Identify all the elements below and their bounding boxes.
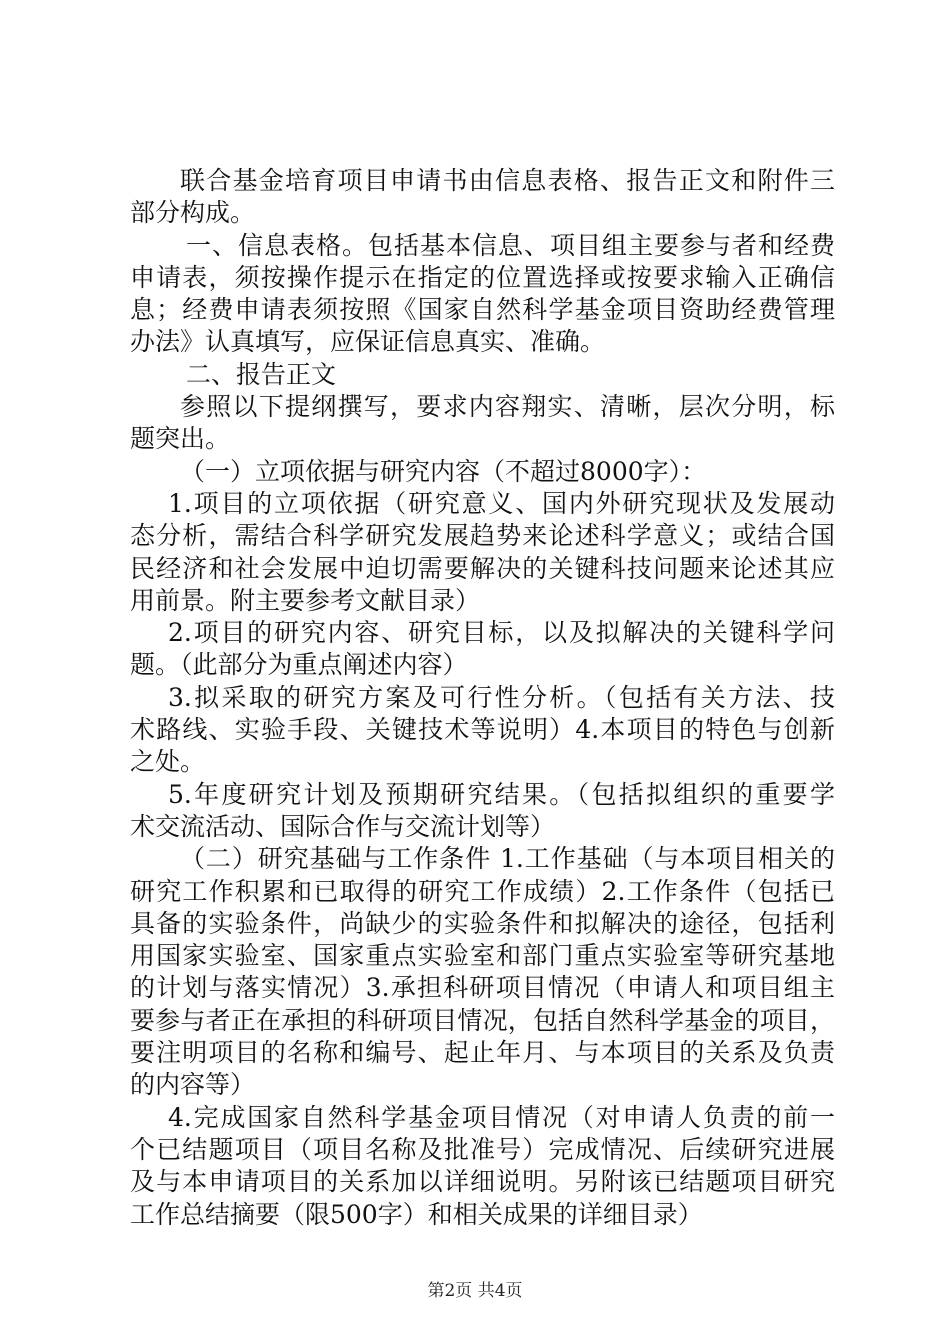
text-line: 息；经费申请表须按照《国家自然科学基金项目资助经费管理 xyxy=(130,295,835,325)
text-line: 民经济和社会发展中迫切需要解决的关键科技问题来论述其应 xyxy=(130,553,835,583)
text-line: 办法》认真填写，应保证信息真实、准确。 xyxy=(130,327,606,357)
text-line: 1.项目的立项依据（研究意义、国内外研究现状及发展动 xyxy=(168,488,835,518)
document-body xyxy=(130,165,835,1231)
text-line: 2.项目的研究内容、研究目标，以及拟解决的关键科学问 xyxy=(168,618,835,648)
text-line: 5.年度研究计划及预期研究结果。（包括拟组织的重要学 xyxy=(168,779,835,809)
text-line: 用前景。附主要参考文献目录） xyxy=(130,585,481,615)
text-line: （一）立项依据与研究内容（不超过8000字）： xyxy=(180,456,707,486)
text-line: 的计划与落实情况）3.承担科研项目情况（申请人和项目组主 xyxy=(130,973,835,1003)
text-line: 术路线、实验手段、关键技术等说明）4.本项目的特色与创新 xyxy=(130,715,835,745)
text-line: 要参与者正在承担的科研项目情况，包括自然科学基金的项目， xyxy=(130,1005,835,1035)
text-line: 用国家实验室、国家重点实验室和部门重点实验室等研究基地 xyxy=(130,941,835,971)
text-line: 研究工作积累和已取得的研究工作成绩）2.工作条件（包括已 xyxy=(130,876,835,906)
text-line: 4.完成国家自然科学基金项目情况（对申请人负责的前一 xyxy=(168,1102,835,1132)
text-line: 3.拟采取的研究方案及可行性分析。（包括有关方法、技 xyxy=(168,682,835,712)
text-line: 部分构成。 xyxy=(130,198,256,228)
text-line: 二、报告正文 xyxy=(186,359,337,389)
text-line: 题突出。 xyxy=(130,424,231,454)
text-line: 个已结题项目（项目名称及批准号）完成情况、后续研究进展 xyxy=(130,1134,835,1164)
text-line: 联合基金培育项目申请书由信息表格、报告正文和附件三 xyxy=(180,166,835,195)
text-line: 要注明项目的名称和编号、起止年月、与本项目的关系及负责 xyxy=(130,1038,835,1068)
text-line: （二）研究基础与工作条件 1.工作基础（与本项目相关的 xyxy=(180,844,835,874)
page-number: 第2页 共4页 xyxy=(427,1281,523,1301)
text-line: 之处。 xyxy=(130,747,206,777)
text-line: 题。（此部分为重点阐述内容） xyxy=(130,650,468,680)
text-line: 的内容等） xyxy=(130,1070,256,1100)
text-line: 参照以下提纲撰写，要求内容翔实、清晰，层次分明，标 xyxy=(180,392,835,422)
text-line: 工作总结摘要（限500字）和相关成果的详细目录） xyxy=(130,1199,703,1229)
text-line: 态分析，需结合科学研究发展趋势来论述科学意义；或结合国 xyxy=(130,521,835,551)
text-line: 申请表，须按操作提示在指定的位置选择或按要求输入正确信 xyxy=(130,262,835,292)
text-line: 具备的实验条件，尚缺少的实验条件和拟解决的途径，包括利 xyxy=(130,908,835,938)
text-line: 术交流活动、国际合作与交流计划等） xyxy=(130,811,556,841)
text-line: 及与本申请项目的关系加以详细说明。另附该已结题项目研究 xyxy=(130,1167,835,1197)
text-line: 一、信息表格。包括基本信息、项目组主要参与者和经费 xyxy=(186,230,835,260)
